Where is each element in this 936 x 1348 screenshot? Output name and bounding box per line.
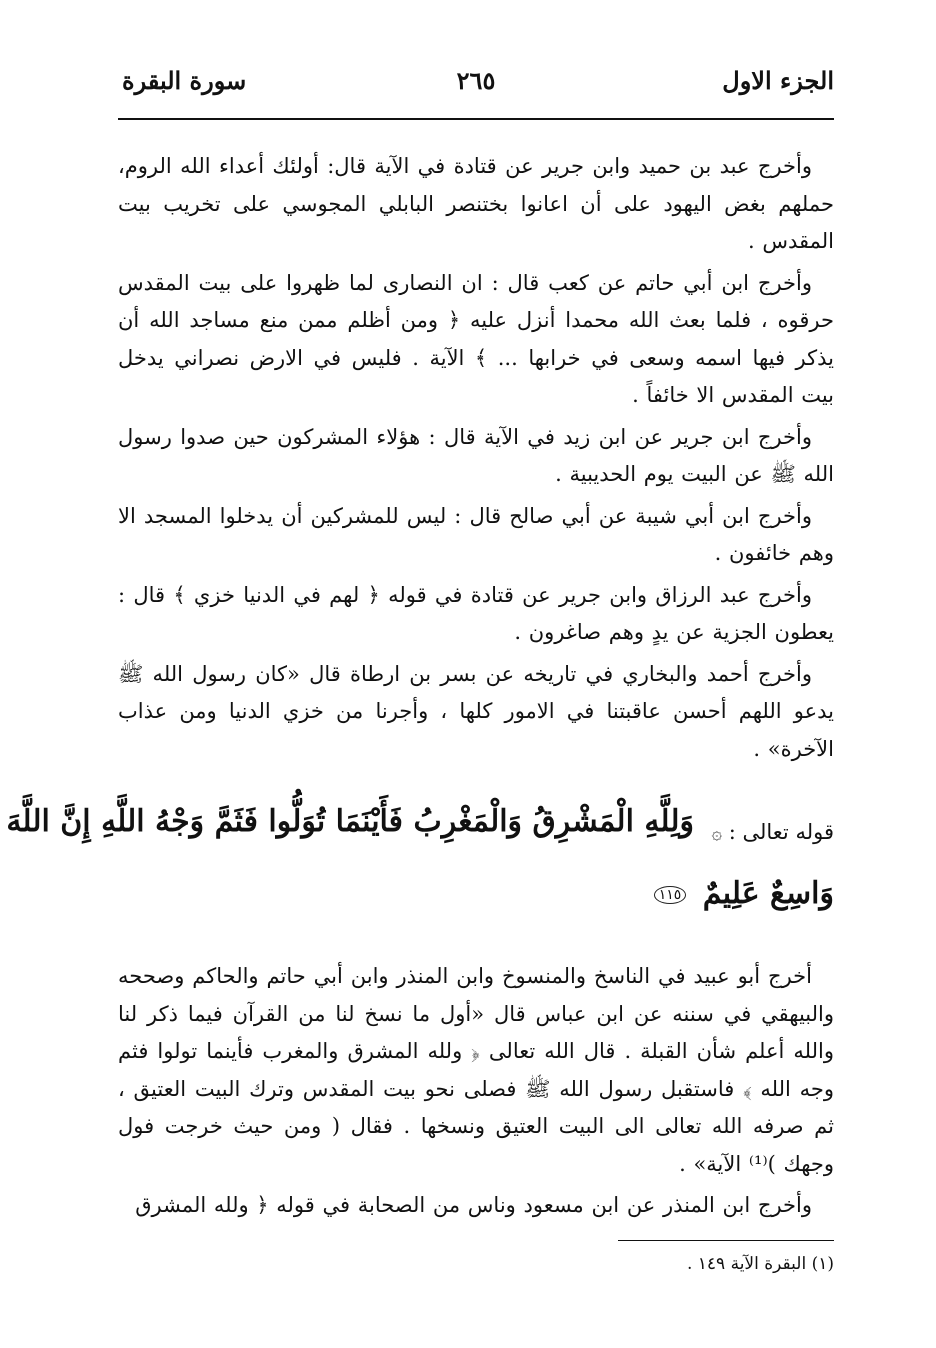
hizb-marker-icon: ۞	[711, 823, 723, 844]
paragraph: وأخرج ابن المنذر عن ابن مسعود وناس من الصحابة في قوله ﴿ ولله المشرق	[135, 1193, 812, 1217]
main-text-top	[118, 148, 834, 772]
paragraph: وأخرج ابن أبي حاتم عن كعب قال : ان النصارى لما ظهروا على بيت المقدس حرقوه ، فلما بعث الله محمدا أنزل عليه ﴿ ومن أظلم ممن منع مساجد الله أن يذكر فيها اسمه وسعى في خرابها ... ﴾ الآية . فليس في الارض نصراني يدخل بيت المقدس الا خائفاً .	[118, 270, 835, 407]
surah-title: سورة البقرة	[122, 66, 247, 95]
paragraph: وأخرج ابن أبي شيبة عن أبي صالح قال : ليس للمشركين أن يدخلوا المسجد الا وهم خائفون .	[118, 503, 834, 565]
part-title: الجزء الاول	[722, 66, 834, 95]
page-header	[118, 66, 834, 106]
footnote: (١) البقرة الآية ١٤٩ .	[686, 1254, 834, 1274]
paragraph: وأخرج ابن جرير عن ابن زيد في الآية قال : هؤلاء المشركون حين صدوا رسول الله ﷺ عن البيت يوم الحديبية .	[118, 424, 834, 486]
quran-verse	[6, 800, 834, 920]
paragraph: أخرج أبو عبيد في الناسخ والمنسوخ وابن المنذر وابن أبي حاتم والحاكم وصححه والبيهقي في سننه عن ابن عباس قال «أول ما نسخ لنا من القرآن فيما ذكر لنا والله أعلم شأن القبلة . قال الله تعالى ﴿ ولله المشرق والمغرب فأينما تولوا فثم وجه الله ﴾ فاستقبل رسول الله ﷺ فصلى نحو بيت المقدس وترك البيت العتيق ، ثم صرفه الله تعالى الى البيت العتيق ونسخها . فقال ( ومن حيث خرجت فول وجهك )⁽¹⁾ الآية» .	[118, 964, 834, 1176]
book-page	[6, 0, 835, 1348]
verse-number: ١١٥	[654, 886, 687, 904]
verse-line-2-text: وَاسِعٌ عَلِيمٌ	[702, 876, 834, 911]
paragraph: وأخرج عبد بن حميد وابن جرير عن قتادة في الآية قال: أولئك أعداء الله الروم، حملهم بغض اليهود على أن اعانوا بختنصر البابلي المجوسي على تخريب بيت المقدس .	[118, 154, 834, 253]
header-divider	[118, 118, 834, 120]
verse-intro-label: قوله تعالى :	[728, 820, 834, 844]
footnote-divider	[618, 1240, 834, 1241]
verse-line-2	[654, 876, 834, 911]
paragraph: وأخرج عبد الرزاق وابن جرير عن قتادة في قوله ﴿ لهم في الدنيا خزي ﴾ قال : يعطون الجزية عن يدٍ وهم صاغرون .	[118, 582, 834, 644]
verse-line-1: وَلِلَّهِ الْمَشْرِقُ وَالْمَغْرِبُ فَأَيْنَمَا تُوَلُّوا فَثَمَّ وَجْهُ اللَّهِ إِنَّ اللَّهَ	[6, 804, 694, 839]
paragraph: وأخرج أحمد والبخاري في تاريخه عن بسر بن ارطاة قال «كان رسول الله ﷺ يدعو اللهم أحسن عاقبتنا في الامور كلها ، وأجرنا من خزي الدنيا ومن عذاب الآخرة» .	[118, 661, 834, 761]
main-text-bottom	[118, 958, 834, 1229]
verse-intro	[712, 820, 834, 844]
page-number: ٢٦٥	[456, 66, 496, 95]
